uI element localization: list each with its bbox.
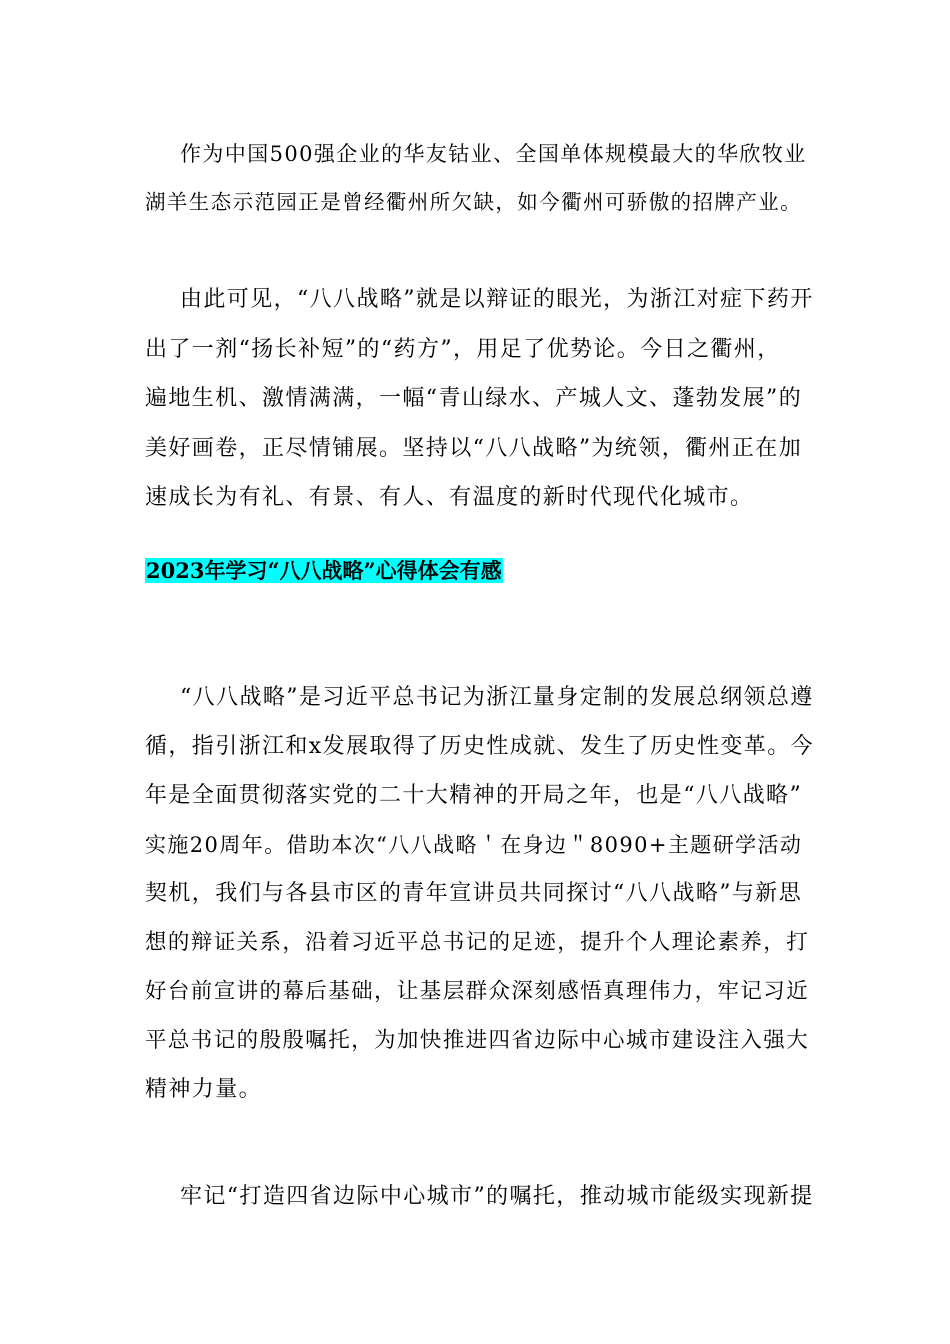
paragraph-3-line-8: 平总书记的殷殷嘱托，为加快推进四省边际中心城市建设注入强大: [145, 1028, 810, 1053]
paragraph-2-line-4: 美好画卷，正尽情铺展。坚持以“八八战略”为统领，衢州正在加: [145, 436, 803, 461]
paragraph-2-line-5: 速成长为有礼、有景、有人、有温度的新时代现代化城市。: [145, 485, 754, 510]
paragraph-3-line-6: 想的辩证关系，沿着习近平总书记的足迹，提升个人理论素养，打: [145, 930, 810, 955]
paragraph-2-line-2: 出了一剂“扬长补短”的“药方”，用足了优势论。今日之衢州，: [145, 337, 781, 362]
paragraph-2-line-1: 由此可见，“八八战略”就是以辩证的眼光，为浙江对症下药开: [180, 287, 814, 312]
paragraph-3-line-7: 好台前宣讲的幕后基础，让基层群众深刻感悟真理伟力，牢记习近: [145, 979, 810, 1004]
paragraph-2-line-3: 遍地生机、激情满满，一幅“青山绿水、产城人文、蓬勃发展”的: [145, 386, 803, 411]
paragraph-3-line-9: 精神力量。: [145, 1077, 263, 1102]
paragraph-4-line-1: 牢记“打造四省边际中心城市”的嘱托，推动城市能级实现新提: [180, 1184, 814, 1209]
paragraph-3-line-1: “八八战略”是习近平总书记为浙江量身定制的发展总纲领总遵: [180, 685, 814, 710]
paragraph-1-line-2: 湖羊生态示范园正是曾经衢州所欠缺，如今衢州可骄傲的招牌产业。: [145, 190, 802, 214]
paragraph-3-line-5: 契机，我们与各县市区的青年宣讲员共同探讨“八八战略”与新思: [145, 881, 803, 906]
paragraph-1-line-1: 作为中国500强企业的华友钴业、全国单体规模最大的华欣牧业: [180, 142, 807, 166]
paragraph-3-line-4: 实施20周年。借助本次“八八战略＇在身边＂8090+主题研学活动: [145, 833, 803, 857]
paragraph-3-line-2: 循，指引浙江和x发展取得了历史性成就、发生了历史性变革。今: [145, 734, 815, 759]
paragraph-3-line-3: 年是全面贯彻落实党的二十大精神的开局之年，也是“八八战略”: [145, 783, 803, 808]
section-heading-text: 2023年学习“八八战略”心得体会有感: [146, 558, 502, 583]
section-heading: [145, 556, 503, 586]
